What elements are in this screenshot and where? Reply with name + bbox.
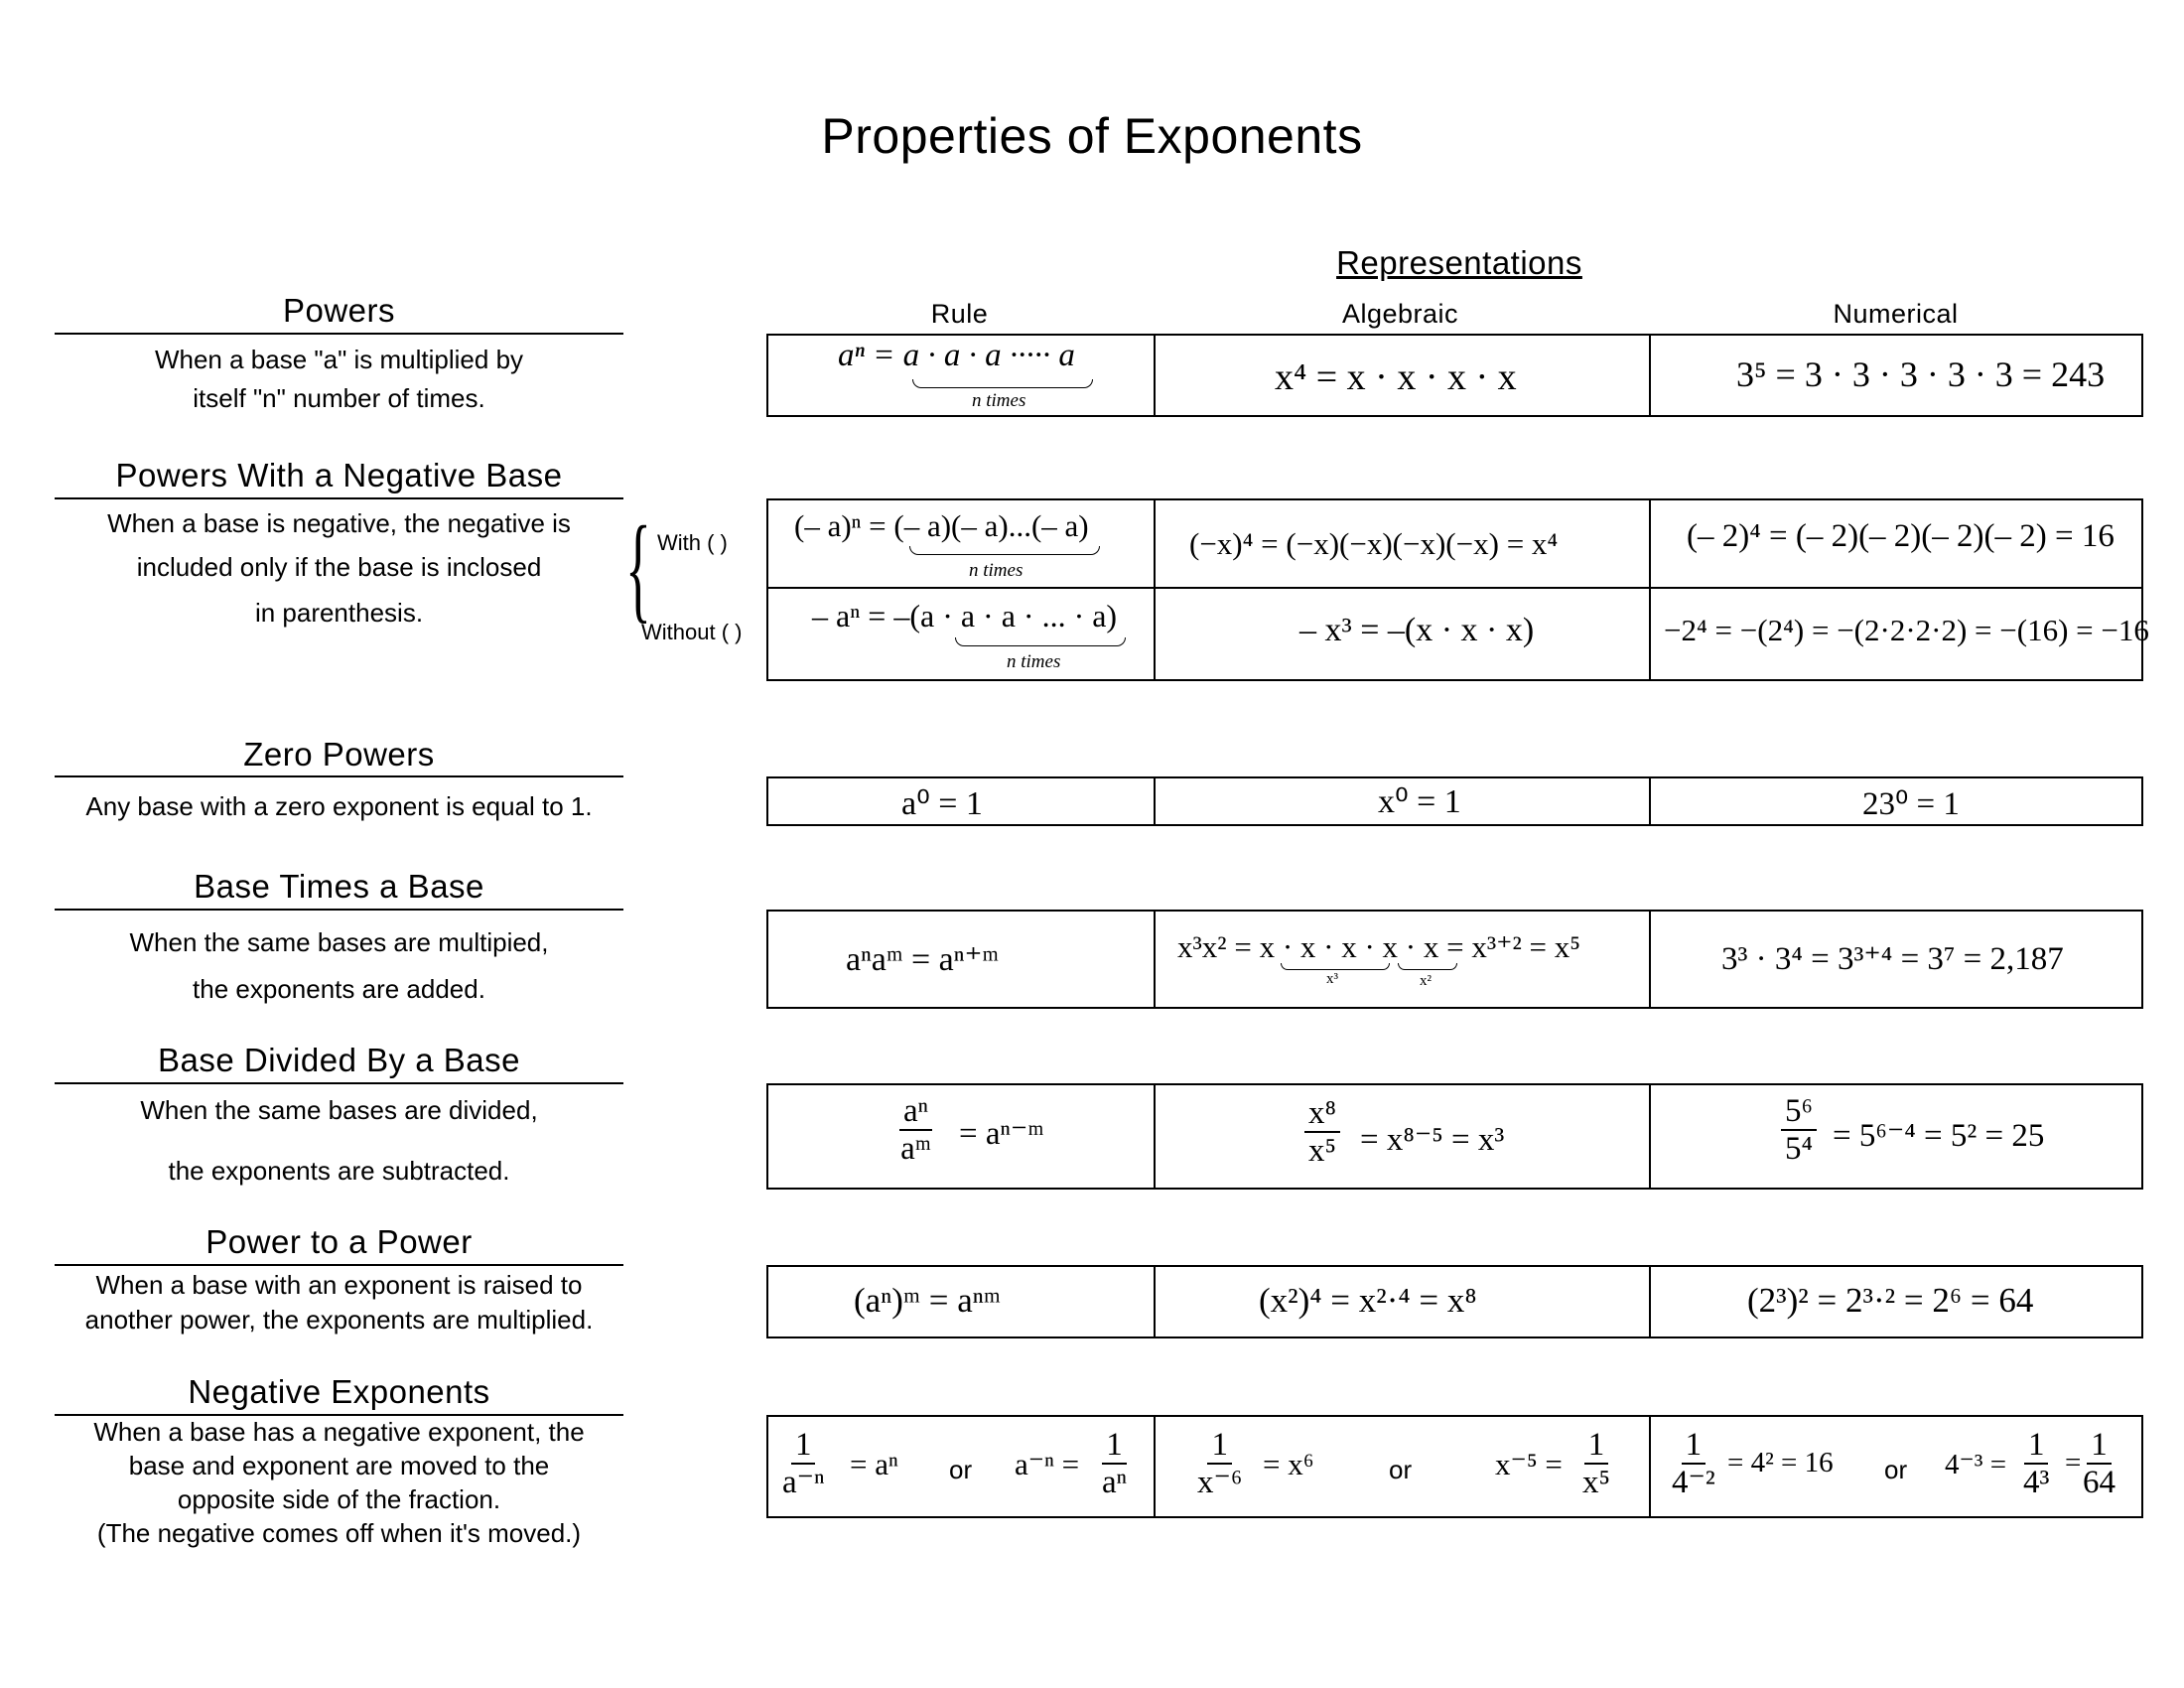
- row-divider: [768, 587, 2141, 589]
- negative-exponents-table: [766, 1415, 2143, 1518]
- fraction-numerator: 1: [1584, 1427, 1609, 1465]
- power-to-power-algebraic: (x²)⁴ = x²·⁴ = x⁸: [1259, 1281, 1477, 1320]
- fraction-denominator: 64: [2083, 1465, 2116, 1501]
- negative-base-with-note: n times: [969, 560, 1024, 581]
- section-desc-line: the exponents are subtracted.: [168, 1156, 510, 1186]
- fraction-numerator: aⁿ: [899, 1093, 932, 1131]
- fraction: [2083, 1427, 2116, 1501]
- section-desc-line: itself "n" number of times.: [193, 383, 485, 413]
- negative-exponents-rule: a⁻ⁿ =: [1015, 1447, 1080, 1481]
- column-divider: [1649, 912, 1651, 1007]
- negative-base-with-algebraic: (−x)⁴ = (−x)(−x)(−x)(−x) = x⁴: [1189, 526, 1559, 561]
- negative-base-table: [766, 498, 2149, 681]
- fraction: [2023, 1427, 2049, 1501]
- page-title: Properties of Exponents: [821, 108, 1363, 164]
- fraction-numerator: x⁸: [1304, 1095, 1340, 1133]
- curly-brace-icon: {: [625, 501, 651, 633]
- fraction-denominator: x⁵: [1308, 1133, 1337, 1170]
- underbrace: [955, 637, 1126, 646]
- zero-powers-algebraic: x⁰ = 1: [1378, 783, 1461, 820]
- negative-exponents-numerical: 4⁻³ =: [1945, 1449, 2007, 1480]
- negative-exponents-algebraic: = x⁶: [1263, 1447, 1314, 1481]
- negative-exponents-algebraic: x⁻⁵ =: [1495, 1447, 1563, 1481]
- fraction: [1672, 1427, 1715, 1501]
- underbrace: [1281, 963, 1390, 970]
- section-heading-power-to-power: Power to a Power: [205, 1223, 473, 1260]
- zero-powers-rule: a⁰ = 1: [901, 785, 983, 822]
- base-divided-table: [766, 1083, 2143, 1190]
- section-heading-negative-base: Powers With a Negative Base: [115, 457, 563, 493]
- section-divider: [55, 775, 623, 777]
- section-heading-zero-powers: Zero Powers: [243, 736, 435, 773]
- negative-base-with-rule: (– a)ⁿ = (– a)(– a)...(– a): [794, 508, 1089, 543]
- powers-rule-note: n times: [972, 390, 1026, 411]
- column-divider: [1649, 1267, 1651, 1336]
- fraction-denominator: aⁿ: [1102, 1465, 1128, 1501]
- column-divider: [1154, 778, 1156, 824]
- section-heading-powers: Powers: [282, 292, 396, 329]
- fraction-numerator: 1: [1207, 1427, 1232, 1465]
- column-divider: [1154, 1085, 1156, 1188]
- negative-base-without-rule: – aⁿ = –(a · a · a · ... · a): [812, 598, 1118, 633]
- negative-exponents-rule: = aⁿ: [850, 1447, 898, 1481]
- negative-base-without-note: n times: [1007, 651, 1061, 672]
- section-desc-line: another power, the exponents are multiplied.: [84, 1305, 594, 1335]
- power-to-power-rule: (aⁿ)ᵐ = aⁿᵐ: [854, 1281, 1001, 1320]
- fraction: [899, 1093, 932, 1168]
- fraction: [1582, 1427, 1610, 1501]
- powers-numerical: 3⁵ = 3 · 3 · 3 · 3 · 3 = 243: [1736, 354, 2106, 394]
- base-divided-numerical: = 5⁶⁻⁴ = 5² = 25: [1833, 1118, 2045, 1154]
- or-label: or: [949, 1455, 973, 1484]
- powers-rule: aⁿ = a · a · a ····· a: [838, 338, 1075, 373]
- fraction-denominator: x⁻⁶: [1197, 1465, 1243, 1501]
- section-desc-line: included only if the base is inclosed: [136, 552, 542, 582]
- column-divider: [1154, 500, 1156, 679]
- negative-base-without-algebraic: – x³ = –(x · x · x): [1299, 612, 1535, 648]
- fraction-denominator: a⁻ⁿ: [782, 1465, 825, 1501]
- column-divider: [1154, 1267, 1156, 1336]
- negative-base-with-numerical: (– 2)⁴ = (– 2)(– 2)(– 2)(– 2) = 16: [1687, 518, 2115, 554]
- column-divider: [1154, 1417, 1156, 1516]
- section-heading-base-divided: Base Divided By a Base: [157, 1042, 521, 1078]
- base-times-numerical: 3³ · 3⁴ = 3³⁺⁴ = 3⁷ = 2,187: [1721, 941, 2064, 977]
- base-divided-rule: = aⁿ⁻ᵐ: [959, 1116, 1044, 1152]
- negative-exponents-numerical: =: [2065, 1447, 2082, 1478]
- column-header-algebraic: Algebraic: [1341, 299, 1459, 329]
- section-divider: [55, 909, 623, 911]
- column-divider: [1154, 912, 1156, 1007]
- zero-powers-numerical: 23⁰ = 1: [1862, 786, 1960, 822]
- base-times-table: [766, 910, 2143, 1009]
- power-to-power-table: [766, 1265, 2143, 1338]
- section-desc-line: When a base "a" is multiplied by: [154, 345, 524, 374]
- fraction: [1197, 1427, 1242, 1501]
- section-divider: [55, 1082, 623, 1084]
- fraction-denominator: 5⁴: [1785, 1131, 1814, 1168]
- column-divider: [1649, 500, 1651, 679]
- section-desc-line: When a base has a negative exponent, the: [93, 1417, 585, 1447]
- representations-heading: Representations: [1336, 244, 1582, 281]
- base-times-algebraic: x³x² = x · x · x · x · x = x³⁺² = x⁵: [1177, 929, 1581, 964]
- section-desc-line: When the same bases are multipied,: [129, 927, 549, 957]
- section-desc-line: opposite side of the fraction.: [177, 1484, 501, 1514]
- base-times-algebraic-note: x³: [1326, 971, 1338, 987]
- negative-exponents-numerical: = 4² = 16: [1727, 1447, 1834, 1478]
- fraction: [1304, 1095, 1340, 1170]
- fraction: [1102, 1427, 1127, 1501]
- fraction-numerator: 1: [1102, 1427, 1127, 1465]
- section-divider: [55, 497, 623, 499]
- fraction-numerator: 1: [791, 1427, 816, 1465]
- section-desc-line: When a base with an exponent is raised to: [95, 1270, 583, 1300]
- powers-algebraic: x⁴ = x · x · x · x: [1275, 356, 1517, 398]
- section-heading-base-times: Base Times a Base: [194, 868, 484, 905]
- fraction-numerator: 1: [2087, 1427, 2112, 1465]
- negative-base-without-numerical: −2⁴ = −(2⁴) = −(2·2·2·2) = −(16) = −16: [1664, 613, 2149, 647]
- fraction-numerator: 1: [2024, 1427, 2049, 1465]
- section-heading-negative-exponents: Negative Exponents: [188, 1373, 490, 1410]
- fraction-numerator: 1: [1682, 1427, 1706, 1465]
- section-desc-line: Any base with a zero exponent is equal to 1.: [85, 791, 593, 821]
- base-divided-algebraic: = x⁸⁻⁵ = x³: [1360, 1122, 1505, 1158]
- section-divider: [55, 1414, 623, 1416]
- column-divider: [1649, 336, 1651, 415]
- underbrace: [1398, 963, 1457, 970]
- column-divider: [1649, 1085, 1651, 1188]
- column-header-rule: Rule: [930, 299, 989, 329]
- fraction-denominator: 4³: [2023, 1465, 2050, 1501]
- powers-table: [766, 334, 2143, 417]
- section-desc-line: base and exponent are moved to the: [128, 1451, 550, 1480]
- section-desc-line: When a base is negative, the negative is: [107, 508, 571, 538]
- section-desc-line: (The negative comes off when it's moved.): [96, 1518, 582, 1548]
- zero-powers-table: [766, 776, 2143, 826]
- section-divider: [55, 1264, 623, 1266]
- column-divider: [1649, 1417, 1651, 1516]
- fraction-denominator: x⁵: [1582, 1465, 1611, 1501]
- column-divider: [1154, 336, 1156, 415]
- fraction-denominator: 4⁻²: [1672, 1465, 1715, 1501]
- fraction: [782, 1427, 824, 1501]
- column-header-numerical: Numerical: [1833, 299, 1959, 329]
- section-desc-line: in parenthesis.: [254, 598, 424, 628]
- with-parentheses-label: With ( ): [657, 530, 728, 555]
- without-parentheses-label: Without ( ): [641, 620, 743, 644]
- section-desc-line: the exponents are added.: [193, 974, 485, 1004]
- underbrace: [912, 379, 1093, 388]
- base-times-rule: aⁿaᵐ = aⁿ⁺ᵐ: [846, 941, 1000, 978]
- fraction-denominator: aᵐ: [900, 1131, 931, 1168]
- section-desc-line: When the same bases are divided,: [140, 1095, 538, 1125]
- or-label: or: [1884, 1455, 1908, 1484]
- or-label: or: [1389, 1455, 1413, 1484]
- column-divider: [1649, 778, 1651, 824]
- fraction: [1781, 1093, 1817, 1168]
- underbrace: [909, 546, 1100, 555]
- fraction-numerator: 5⁶: [1781, 1093, 1817, 1131]
- section-divider: [55, 333, 623, 335]
- power-to-power-numerical: (2³)² = 2³·² = 2⁶ = 64: [1747, 1281, 2034, 1320]
- base-times-algebraic-note: x²: [1420, 973, 1432, 989]
